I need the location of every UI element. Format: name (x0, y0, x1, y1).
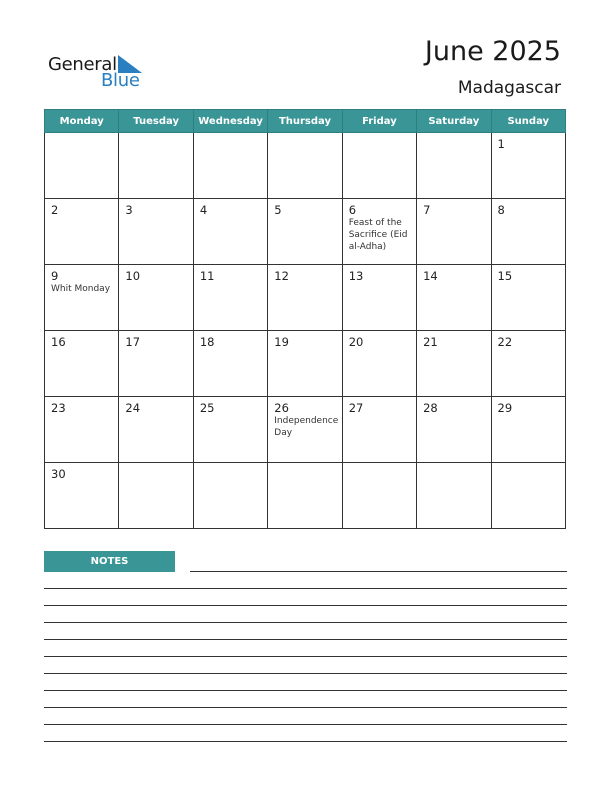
notes-label: NOTES (44, 551, 175, 572)
day-cell (342, 133, 416, 199)
weekday-header-row (45, 110, 566, 133)
day-cell (491, 463, 565, 529)
day-cell (417, 265, 491, 331)
day-number: 25 (199, 401, 215, 415)
day-cell (417, 133, 491, 199)
day-cell (491, 199, 565, 265)
day-cell (268, 265, 342, 331)
page-title: June 2025 (424, 36, 561, 67)
day-number: 21 (423, 335, 438, 349)
logo-text-general: General (48, 54, 117, 75)
brand-logo (48, 52, 158, 94)
day-number: 27 (348, 401, 364, 415)
day-cell (491, 331, 565, 397)
day-number: 7 (423, 203, 431, 217)
day-number: 14 (423, 269, 438, 283)
day-number: 19 (274, 335, 289, 349)
day-number: 17 (125, 335, 141, 349)
day-cell (268, 463, 342, 529)
day-cell (45, 133, 119, 199)
day-number: 15 (497, 269, 513, 283)
day-cell (193, 463, 267, 529)
day-cell (268, 133, 342, 199)
day-cell (193, 331, 267, 397)
day-cell (193, 199, 267, 265)
day-cell (119, 331, 193, 397)
day-number: 18 (199, 335, 215, 349)
day-cell (193, 133, 267, 199)
notes-line (44, 588, 567, 589)
day-cell (45, 397, 119, 463)
day-cell (45, 463, 119, 529)
calendar-week-row (45, 397, 566, 463)
weekday-saturday: Saturday (417, 110, 491, 133)
day-number: 29 (497, 401, 513, 415)
day-cell (417, 331, 491, 397)
day-cell (193, 265, 267, 331)
day-cell (417, 397, 491, 463)
day-number: 22 (497, 335, 513, 349)
day-cell (491, 397, 565, 463)
country-subtitle: Madagascar (457, 78, 561, 98)
day-number: 8 (497, 203, 505, 217)
day-number: 2 (51, 203, 59, 217)
weekday-tuesday: Tuesday (119, 110, 193, 133)
day-cell (119, 397, 193, 463)
day-number: 12 (274, 269, 289, 283)
day-cell (119, 133, 193, 199)
calendar-week-row (45, 265, 566, 331)
notes-line (44, 673, 567, 674)
notes-line (44, 622, 567, 623)
notes-line (44, 639, 567, 640)
holiday-label: Independence Day (274, 416, 339, 438)
day-cell (268, 397, 342, 463)
weekday-friday: Friday (342, 110, 416, 133)
notes-line (44, 707, 567, 708)
weekday-wednesday: Wednesday (193, 110, 267, 133)
day-number: 5 (274, 203, 282, 217)
day-cell (119, 199, 193, 265)
notes-line (44, 656, 567, 657)
day-cell (417, 199, 491, 265)
logo-text-blue: Blue (101, 70, 140, 91)
notes-line (44, 690, 567, 691)
day-number: 20 (348, 335, 364, 349)
day-number: 16 (51, 335, 66, 349)
day-number: 1 (497, 137, 505, 151)
day-number: 6 (348, 203, 357, 217)
notes-line (44, 724, 567, 725)
day-cell (193, 397, 267, 463)
day-cell (491, 133, 565, 199)
day-cell (417, 463, 491, 529)
day-cell (491, 265, 565, 331)
day-cell (342, 331, 416, 397)
notes-line (44, 605, 567, 606)
weekday-monday: Monday (45, 110, 119, 133)
weekday-thursday: Thursday (268, 110, 342, 133)
day-number: 26 (274, 401, 289, 415)
day-cell (342, 265, 416, 331)
day-number: 3 (125, 203, 133, 217)
day-number: 23 (51, 401, 66, 415)
weekday-sunday: Sunday (491, 110, 565, 133)
day-cell (119, 463, 193, 529)
day-cell (45, 331, 119, 397)
day-number: 9 (51, 269, 59, 283)
day-cell (342, 199, 416, 265)
day-cell (342, 397, 416, 463)
day-cell (268, 199, 342, 265)
holiday-label: Feast of the Sacrifice (Eid al-Adha) (348, 218, 408, 252)
day-number: 11 (199, 269, 215, 283)
day-number: 13 (348, 269, 364, 283)
notes-line (190, 571, 567, 572)
day-cell (45, 199, 119, 265)
day-cell (342, 463, 416, 529)
day-number: 4 (199, 203, 208, 217)
calendar-week-row (45, 199, 566, 265)
notes-line (44, 741, 567, 742)
day-cell (119, 265, 193, 331)
day-number: 28 (423, 401, 438, 415)
calendar-week-row (45, 463, 566, 529)
day-cell (268, 331, 342, 397)
holiday-label: Whit Monday (51, 284, 111, 294)
calendar-week-row (45, 331, 566, 397)
day-number: 30 (51, 467, 66, 481)
calendar-week-row (45, 133, 566, 199)
day-number: 24 (125, 401, 141, 415)
day-cell (45, 265, 119, 331)
day-number: 10 (125, 269, 141, 283)
calendar-grid (44, 109, 566, 529)
